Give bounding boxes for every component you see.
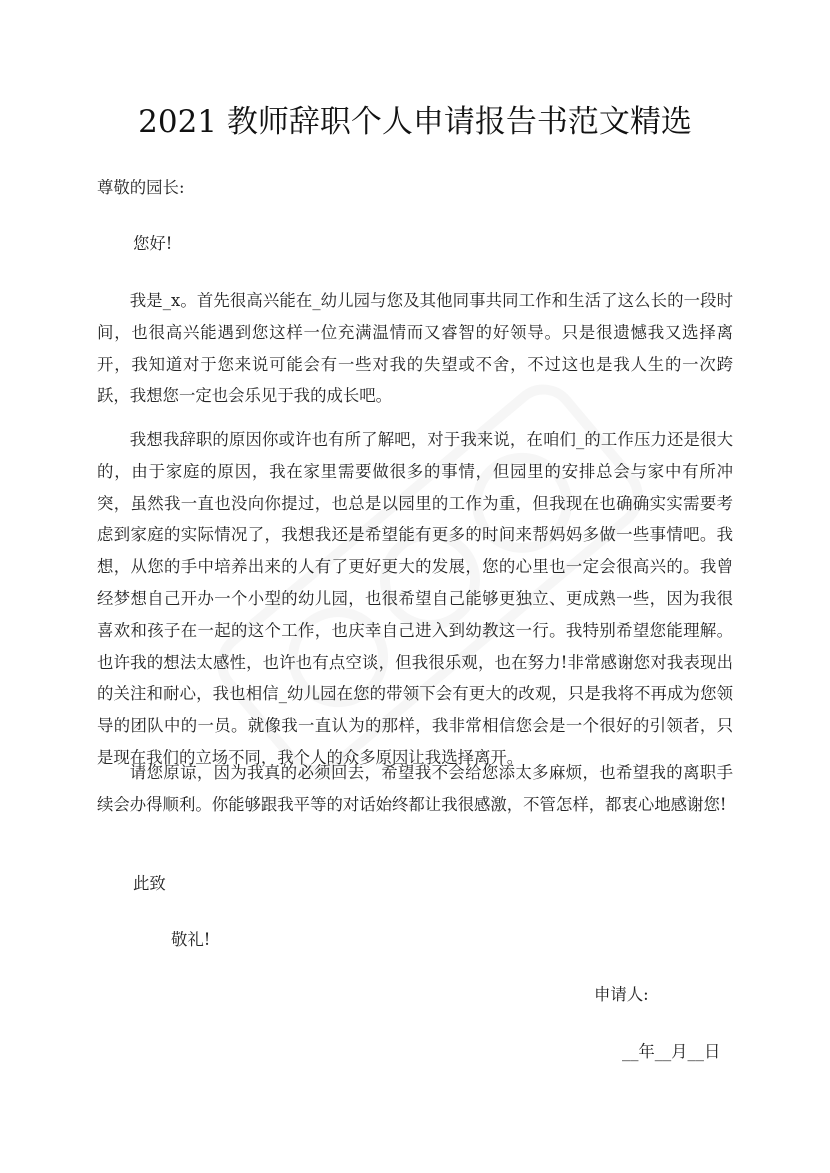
greeting: 您好! (133, 234, 173, 253)
closing-salute: 此致 (133, 874, 166, 893)
paragraph-2: 我想我辞职的原因你或许也有所了解吧，对于我来说，在咱们_的工作压力还是很大的，由于家庭的原因，我在家里需要做很多的事情，但园里的安排总会与家中有所冲突，虽然我一直也没向你提过，也总是以园里的工作为重，但我现在也确确实实需要考虑到家庭的实际情况了，我想我还是希望能有更多的时间来帮妈妈多做一些事情吧。我想，从您的手中培养出来的人有了更好更大的发展，您的心里也一定会很高兴的。我曾经梦想自己开办一个小型的幼儿园，也很希望自己能够更独立、更成熟一些，因为我很喜欢和孩子在一起的这个工作，也庆幸自己进入到幼教这一行。我特别希望您能理解。也许我的想法太感性，也许也有点空谈，但我很乐观，也在努力!非常感谢您对我表现出的关注和耐心，我也相信_幼儿园在您的带领下会有更大的改观，只是我将不再成为您领导的团队中的一员。就像我一直认为的那样，我非常相信您会是一个很好的引领者，只是现在我们的立场不同，我个人的众多原因让我选择离开。 (97, 430, 733, 767)
paragraph-3: 请您原谅，因为我真的必须回去，希望我不会给您添太多麻烦，也希望我的离职手续会办得顺利。你能够跟我平等的对话始终都让我很感激，不管怎样，都衷心地感谢您! (97, 763, 733, 814)
date-line: __年__月__日 (622, 1042, 721, 1061)
closing-regards: 敬礼! (171, 930, 211, 949)
document-title: 2021 教师辞职个人申请报告书范文精选 (138, 104, 692, 140)
applicant-label: 申请人: (594, 985, 649, 1004)
salutation: 尊敬的园长: (97, 178, 185, 197)
paragraph-1: 我是_x。首先很高兴能在_幼儿园与您及其他同事共同工作和生活了这么长的一段时间，也很高兴能遇到您这样一位充满温情而又睿智的好领导。只是很遗憾我又选择离开，我知道对于您来说可能会有一些对我的失望或不舍，不过这也是我人生的一次跨跃，我想您一定也会乐见于我的成长吧。 (97, 291, 733, 406)
